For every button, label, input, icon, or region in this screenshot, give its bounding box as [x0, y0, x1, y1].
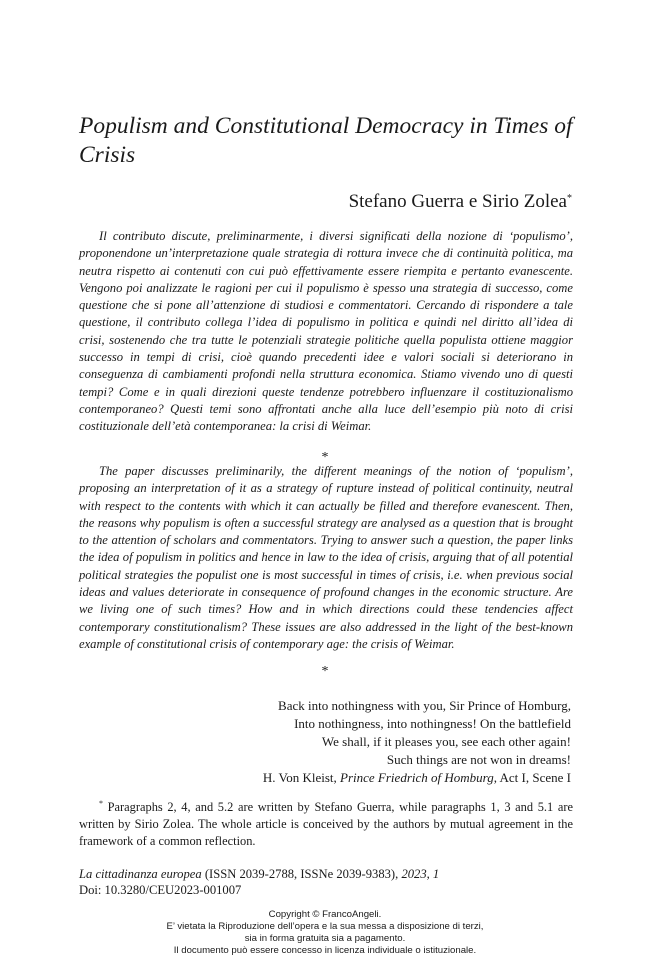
author-line — [349, 191, 572, 213]
epigraph-source-location: , Act I, Scene I — [493, 770, 571, 785]
abstract-english — [79, 463, 573, 653]
section-separator: * — [321, 664, 329, 679]
copyright-line: Copyright © FrancoAngeli. — [268, 909, 382, 920]
epigraph-source-title: Prince Friedrich of Homburg — [340, 770, 494, 785]
journal-name: La cittadinanza europea — [79, 867, 202, 881]
footnote-text: Paragraphs 2, 4, and 5.2 are written by Stefano Guerra, while paragraphs 1, 3 and 5.1 are written by Sirio Zolea. The whole article is conceived by the authors by mutual agreement in the framework of a common reflection. — [79, 800, 573, 848]
epigraph-line: We shall, if it pleases you, see each other again! — [321, 734, 571, 749]
epigraph-source — [263, 769, 571, 787]
epigraph-line: Back into nothingness with you, Sir Prince of Homburg, — [278, 698, 571, 713]
abstract-english-text: The paper discusses preliminarily, the different meanings of the notion of ‘populism’, proposing an interpretation of it as a strategy of rupture instead of political continuity, neutral with respect to the contents with which it can actually be filled and therefore evanescent. Then, the reasons why populism is often a successful strategy are analysed as a question that is brought to the attention of scholars and commentators. Trying to answer such a question, the paper links the idea of populism in politics and hence in law to the idea of crisis, arguing that of all potential political strategies the populist one is most successful in times of crisis, i.e. when previous social ideas and values deteriorate in consequence of profound changes in the economic structure. Are we living one of such times? How and in which directions could these tendencies affect contemporary constitutionalism? These issues are also addressed in the light of the best-known example of constitutional crisis of contemporary age: the crisis of Weimar. — [79, 464, 573, 651]
author-footnote-marker: * — [567, 193, 572, 204]
epigraph — [263, 697, 571, 787]
copyright-line: E’ vietata la Riproduzione dell’opera e la sua messa a disposizione di terzi, — [166, 921, 484, 932]
journal-citation — [79, 866, 439, 882]
journal-issn: (ISSN 2039-2788, ISSNe 2039-9383), — [204, 867, 399, 881]
copyright-line: Il documento può essere concesso in licenza individuale o istituzionale. — [173, 945, 477, 956]
copyright-notice — [0, 909, 650, 957]
abstract-italian-text: Il contributo discute, preliminarmente, i diversi significati della nozione di ‘populismo’, proponendone un’interpretazione quale strategia di rottura invece che di continuità politica, ma neutra rispetto ai contenuti con cui può effettivamente essere riempita e pertanto evanescente. Vengono poi analizzate le ragioni per cui il populismo è spesso una strategia di successo, come questione che si pone all’attenzione di studiosi e commentatori. Cercando di rispondere a tale questione, il contributo collega l’idea di populismo in politica e quindi nel diritto all’idea di crisi, sostenendo che tra tutte le potenziali strategie politiche quella populista ottiene maggior successo in tempi di crisi, cioè quando precedenti idee e valori sociali si deteriorano in conseguenza di cambiamenti profondi nella struttura economica. Stiamo vivendo uno di questi tempi? Come e in quali direzioni queste tendenze potrebbero influenzare il costituzionalismo contemporaneo? Questi temi sono affrontati anche alla luce dell’esempio più noto di crisi costituzionale dell’età contemporanea: la crisi di Weimar. — [79, 229, 573, 434]
copyright-line: sia in forma gratuita sia a pagamento. — [244, 933, 406, 944]
epigraph-line: Such things are not won in dreams! — [386, 752, 571, 767]
journal-issue: 2023, 1 — [401, 867, 440, 881]
epigraph-source-author: H. Von Kleist, — [262, 770, 337, 785]
author-names: Stefano Guerra e Sirio Zolea — [348, 191, 567, 212]
article-title: Populism and Constitutional Democracy in Times of Crisis — [79, 113, 573, 168]
footnote-marker: * — [99, 799, 103, 808]
epigraph-line: Into nothingness, into nothingness! On the battlefield — [294, 716, 571, 731]
section-separator: * — [321, 450, 329, 465]
journal-info — [79, 866, 439, 898]
journal-doi: Doi: 10.3280/CEU2023-001007 — [79, 883, 242, 897]
abstract-italian — [79, 228, 573, 436]
author-footnote — [79, 799, 573, 850]
